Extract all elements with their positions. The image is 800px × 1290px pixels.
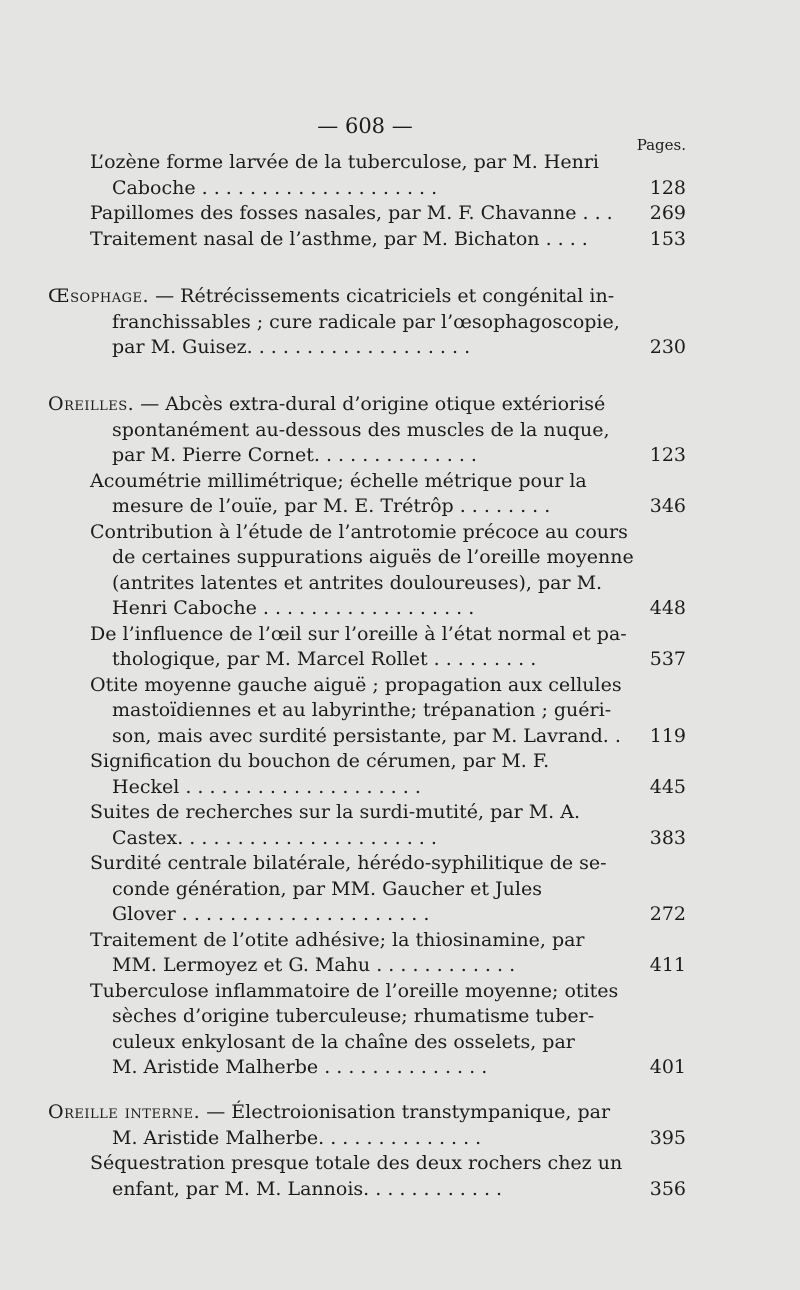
entry-line bbox=[0, 775, 800, 801]
entry-text: Surdité centrale bilatérale, hérédo-syphilitique de se- bbox=[90, 852, 607, 874]
entry-line bbox=[0, 724, 800, 750]
section-oesophage bbox=[0, 284, 800, 361]
page-reference: 395 bbox=[649, 1126, 686, 1149]
page-reference: 411 bbox=[649, 954, 686, 976]
entry-line bbox=[0, 596, 800, 622]
page-reference: 272 bbox=[649, 903, 686, 925]
entry-line bbox=[0, 698, 800, 724]
entry-line bbox=[0, 1177, 800, 1203]
entry-text: L’ozène forme larvée de la tuberculose, par M. Henri bbox=[90, 151, 599, 173]
entry-text: Tuberculose inflammatoire de l’oreille moyenne; otites bbox=[90, 979, 619, 1002]
entry-text: Otite moyenne gauche aiguë ; propagation aux cellules bbox=[90, 673, 622, 696]
entry-text: spontanément au-dessous des muscles de la nuque, bbox=[112, 418, 610, 441]
entry-text: conde génération, par MM. Gaucher et Jules bbox=[112, 877, 542, 900]
page-reference: 123 bbox=[649, 444, 686, 466]
page-reference: 445 bbox=[649, 775, 686, 798]
entry-line bbox=[0, 545, 800, 571]
pages-column-label: Pages. bbox=[636, 136, 686, 154]
entry-line bbox=[0, 877, 800, 903]
entry-line bbox=[0, 928, 800, 954]
entry-line bbox=[0, 749, 800, 775]
entry-line bbox=[0, 826, 800, 852]
entry-text: Traitement nasal de l’asthme, par M. Bichaton . . . . bbox=[90, 227, 588, 250]
entry-text: Papillomes des fosses nasales, par M. F. Chavanne . . . bbox=[90, 202, 613, 224]
entry-text: Acoumétrie millimétrique; échelle métrique pour la bbox=[90, 469, 587, 492]
page-reference: 119 bbox=[649, 724, 686, 747]
entry-text: par M. Guisez. . . . . . . . . . . . . . . . . . . bbox=[112, 336, 471, 358]
entry-text: culeux enkylosant de la chaîne des osselets, par bbox=[112, 1030, 575, 1053]
entry-text: sèches d’origine tuberculeuse; rhumatisme tuber- bbox=[112, 1005, 595, 1027]
entry-line bbox=[0, 520, 800, 546]
entry-line bbox=[0, 1004, 800, 1030]
entry-text: — Électroionisation transtympanique, par bbox=[206, 1101, 611, 1123]
entry-text: M. Aristide Malherbe . . . . . . . . . . . . . . bbox=[112, 1056, 488, 1078]
entry-text: Castex. . . . . . . . . . . . . . . . . . . . . . bbox=[112, 826, 437, 849]
entry-text: mesure de l’ouïe, par M. E. Trétrôp . . . . . . . . bbox=[112, 495, 551, 517]
entry-line bbox=[0, 176, 800, 202]
entry-text: franchissables ; cure radicale par l’œsophagoscopie, bbox=[112, 310, 620, 333]
entry-line bbox=[0, 494, 800, 520]
entry-text: (antrites latentes et antrites douloureuses), par M. bbox=[112, 571, 603, 594]
page-number: — 608 — bbox=[317, 114, 413, 138]
entry-text: MM. Lermoyez et G. Mahu . . . . . . . . . . . . bbox=[112, 954, 516, 976]
entry-text: Traitement de l’otite adhésive; la thiosinamine, par bbox=[90, 928, 585, 951]
page-reference: 128 bbox=[649, 176, 686, 199]
section-heading: Oreille interne. bbox=[48, 1101, 201, 1123]
entry-line bbox=[0, 953, 800, 979]
page-reference: 537 bbox=[649, 648, 686, 670]
entry-line bbox=[0, 571, 800, 597]
entry-text: enfant, par M. M. Lannois. . . . . . . . . . . . bbox=[112, 1177, 503, 1200]
entry-line bbox=[0, 201, 800, 227]
section-oreille-interne bbox=[0, 1100, 800, 1202]
page-reference: 153 bbox=[649, 227, 686, 250]
page-reference: 401 bbox=[649, 1056, 686, 1078]
entry-line bbox=[0, 622, 800, 648]
entry-text: de certaines suppurations aiguës de l’oreille moyenne bbox=[112, 546, 634, 568]
entry-line bbox=[0, 335, 800, 361]
entry-text: De l’influence de l’œil sur l’oreille à l’état normal et pa- bbox=[90, 622, 627, 645]
section-oreilles bbox=[0, 392, 800, 1081]
entry-line bbox=[0, 469, 800, 495]
entry-line bbox=[0, 227, 800, 253]
entry-text: Signification du bouchon de cérumen, par M. F. bbox=[90, 750, 550, 772]
entry-text: M. Aristide Malherbe. . . . . . . . . . . . . . bbox=[112, 1126, 482, 1149]
entry-text: Suites de recherches sur la surdi-mutité, par M. A. bbox=[90, 801, 581, 823]
entry-text: Heckel . . . . . . . . . . . . . . . . . . . . bbox=[112, 775, 421, 798]
entry-line bbox=[0, 1100, 800, 1126]
entry-line bbox=[0, 673, 800, 699]
entry-text: Glover . . . . . . . . . . . . . . . . . . . . . bbox=[112, 903, 430, 925]
entry-line bbox=[0, 1151, 800, 1177]
entry-line bbox=[0, 392, 800, 418]
entry-text: son, mais avec surdité persistante, par M. Lavrand. . bbox=[112, 724, 621, 747]
entry-line bbox=[0, 979, 800, 1005]
entry-line bbox=[0, 443, 800, 469]
entry-text: — Abcès extra-dural d’origine otique extériorisé bbox=[140, 393, 606, 415]
entry-line bbox=[0, 310, 800, 336]
entry-text: Henri Caboche . . . . . . . . . . . . . . . . . . bbox=[112, 597, 475, 619]
entry-text: par M. Pierre Cornet. . . . . . . . . . . . . . bbox=[112, 444, 477, 466]
section-nose-continuation bbox=[0, 150, 800, 252]
entry-text: mastoïdiennes et au labyrinthe; trépanation ; guéri- bbox=[112, 699, 612, 721]
section-heading: Œsophage. bbox=[48, 285, 150, 307]
entry-line bbox=[0, 284, 800, 310]
page-reference: 448 bbox=[649, 597, 686, 619]
page-reference: 383 bbox=[649, 826, 686, 849]
entry-text: thologique, par M. Marcel Rollet . . . . . . . . . bbox=[112, 648, 537, 670]
section-heading: Oreilles. bbox=[48, 393, 135, 415]
entry-line bbox=[0, 1126, 800, 1152]
page-reference: 356 bbox=[649, 1177, 686, 1200]
entry-line bbox=[0, 150, 800, 176]
entry-line bbox=[0, 800, 800, 826]
entry-line bbox=[0, 647, 800, 673]
entry-line bbox=[0, 1030, 800, 1056]
entry-line bbox=[0, 1055, 800, 1081]
entry-line bbox=[0, 418, 800, 444]
entry-text: Séquestration presque totale des deux rochers chez un bbox=[90, 1152, 623, 1174]
entry-text: — Rétrécissements cicatriciels et congénital in- bbox=[155, 285, 615, 307]
entry-line bbox=[0, 851, 800, 877]
page-reference: 269 bbox=[649, 202, 686, 224]
page-reference: 346 bbox=[649, 495, 686, 517]
page-reference: 230 bbox=[649, 336, 686, 358]
entry-line bbox=[0, 902, 800, 928]
entry-text: Caboche . . . . . . . . . . . . . . . . . . . . bbox=[112, 176, 438, 199]
entry-text: Contribution à l’étude de l’antrotomie précoce au cours bbox=[90, 520, 628, 543]
